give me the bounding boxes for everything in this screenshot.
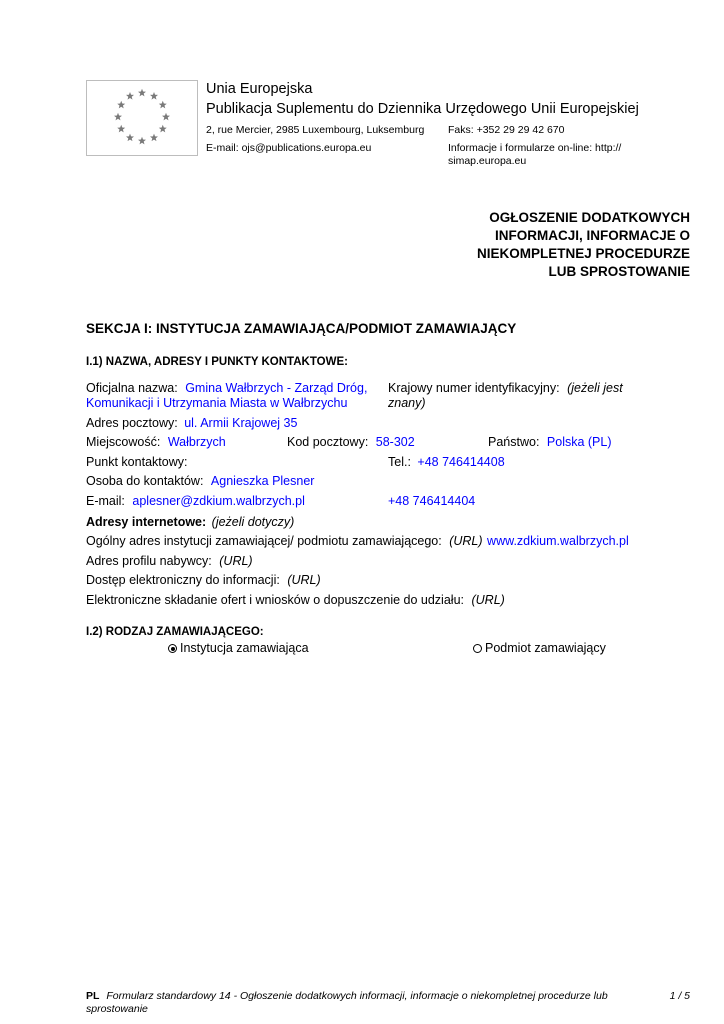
- notice-line: INFORMACJI, INFORMACJE O: [494, 228, 690, 243]
- general-address-label: Ogólny adres instytucji zamawiającej/ podmiotu zamawiającego:: [86, 534, 442, 548]
- header-org: Unia Europejska: [206, 81, 313, 97]
- star-icon: [117, 125, 125, 133]
- buyer-profile-url-hint: (URL): [219, 554, 253, 568]
- header-fax: Faks: +352 29 29 42 670: [448, 124, 565, 136]
- town-value: Wałbrzych: [167, 435, 226, 449]
- radio-selected-icon[interactable]: [168, 644, 177, 653]
- electronic-submission-url-hint: (URL): [471, 593, 505, 607]
- postcode-value: 58-302: [375, 435, 415, 449]
- eu-logo: [86, 80, 198, 156]
- star-icon: [138, 89, 146, 97]
- star-icon: [126, 134, 134, 142]
- tel-row: [388, 454, 505, 470]
- general-address-link[interactable]: www.zdkium.walbrzych.pl: [487, 534, 629, 548]
- internet-hint: (jeżeli dotyczy): [211, 515, 295, 529]
- option-entity[interactable]: [473, 640, 606, 656]
- buyer-profile-label: Adres profilu nabywcy:: [86, 554, 212, 568]
- footer-lang: PL: [86, 990, 100, 1002]
- notice-title: [440, 209, 690, 281]
- contact-person-row: [86, 473, 314, 489]
- notice-line: LUB SPROSTOWANIE: [548, 264, 690, 279]
- subsection-title-2: I.2) RODZAJ ZAMAWIAJĄCEGO:: [86, 626, 264, 638]
- contact-person-label: Osoba do kontaktów:: [86, 474, 204, 488]
- eu-stars-icon: [87, 81, 197, 155]
- option-institution[interactable]: [168, 640, 309, 656]
- postcode-label: Kod pocztowy:: [287, 435, 369, 449]
- postal-address-row: [86, 415, 297, 431]
- town-label: Miejscowość:: [86, 435, 161, 449]
- town-row: [86, 434, 226, 450]
- option-entity-label: Podmiot zamawiający: [485, 641, 606, 655]
- star-icon: [117, 101, 125, 109]
- official-name-value-cont: Komunikacji i Utrzymania Miasta w Wałbrzychu: [86, 396, 348, 410]
- star-icon: [159, 101, 167, 109]
- header-email: E-mail: ojs@publications.europa.eu: [206, 142, 372, 154]
- postal-value: ul. Armii Krajowej 35: [184, 416, 298, 430]
- contact-point-label: Punkt kontaktowy:: [86, 455, 188, 469]
- email-link[interactable]: aplesner@zdkium.walbrzych.pl: [132, 494, 305, 508]
- email-row: [86, 493, 305, 509]
- footer-form-line2: sprostowanie: [86, 1003, 148, 1015]
- electronic-access-url-hint: (URL): [287, 573, 321, 587]
- tel-value: +48 746414408: [417, 455, 505, 469]
- option-institution-label: Instytucja zamawiająca: [180, 641, 309, 655]
- buyer-profile-row: [86, 553, 253, 569]
- general-address-url-hint: (URL): [449, 534, 483, 548]
- footer-form-info: [86, 990, 636, 1002]
- official-name-row: [86, 380, 367, 396]
- star-icon: [150, 92, 158, 100]
- internet-addresses-row: [86, 514, 294, 530]
- radio-unselected-icon[interactable]: [473, 644, 482, 653]
- electronic-access-label: Dostęp elektroniczny do informacji:: [86, 573, 280, 587]
- star-icon: [114, 113, 122, 121]
- star-icon: [138, 137, 146, 145]
- general-address-row: [86, 533, 629, 549]
- notice-line: OGŁOSZENIE DODATKOWYCH: [489, 210, 690, 225]
- postal-label: Adres pocztowy:: [86, 416, 178, 430]
- header-online-line2: simap.europa.eu: [448, 155, 527, 167]
- star-icon: [150, 134, 158, 142]
- header-address: 2, rue Mercier, 2985 Luxembourg, Luksemburg: [206, 124, 425, 136]
- email-label: E-mail:: [86, 494, 125, 508]
- header-publication: Publikacja Suplementu do Dziennika Urzędowego Unii Europejskiej: [206, 101, 639, 117]
- electronic-submission-label: Elektroniczne składanie ofert i wniosków o dopuszczenie do udziału:: [86, 593, 464, 607]
- star-icon: [126, 92, 134, 100]
- subsection-title-1: I.1) NAZWA, ADRESY I PUNKTY KONTAKTOWE:: [86, 356, 348, 368]
- notice-line: NIEKOMPLETNEJ PROCEDURZE: [476, 246, 690, 261]
- section-title: SEKCJA I: INSTYTUCJA ZAMAWIAJĄCA/PODMIOT ZAMAWIAJĄCY: [86, 321, 517, 336]
- footer-page-number: 1 / 5: [669, 990, 690, 1002]
- star-icon: [162, 113, 170, 121]
- fax-value: +48 746414404: [388, 494, 476, 508]
- contact-person-value: Agnieszka Plesner: [210, 474, 315, 488]
- tel-label: Tel.:: [388, 455, 411, 469]
- national-id-label: Krajowy numer identyfikacyjny: (jeżeli jest: [388, 381, 623, 395]
- official-name-value: Gmina Wałbrzych - Zarząd Dróg,: [185, 381, 368, 395]
- country-label: Państwo:: [488, 435, 540, 449]
- star-icon: [159, 125, 167, 133]
- official-name-label: Oficjalna nazwa:: [86, 381, 178, 395]
- postcode-row: [287, 434, 415, 450]
- electronic-access-row: [86, 572, 321, 588]
- footer-form-line1: Formularz standardowy 14 - Ogłoszenie dodatkowych informacji, informacje o niekompletnej procedurze lub: [106, 990, 608, 1002]
- electronic-submission-row: [86, 592, 505, 608]
- internet-label: Adresy internetowe:: [86, 515, 207, 529]
- country-row: [488, 434, 612, 450]
- header-online-line1: Informacje i formularze on-line: http://: [448, 142, 622, 154]
- country-value: Polska (PL): [546, 435, 612, 449]
- national-id-hint: znany): [388, 396, 426, 410]
